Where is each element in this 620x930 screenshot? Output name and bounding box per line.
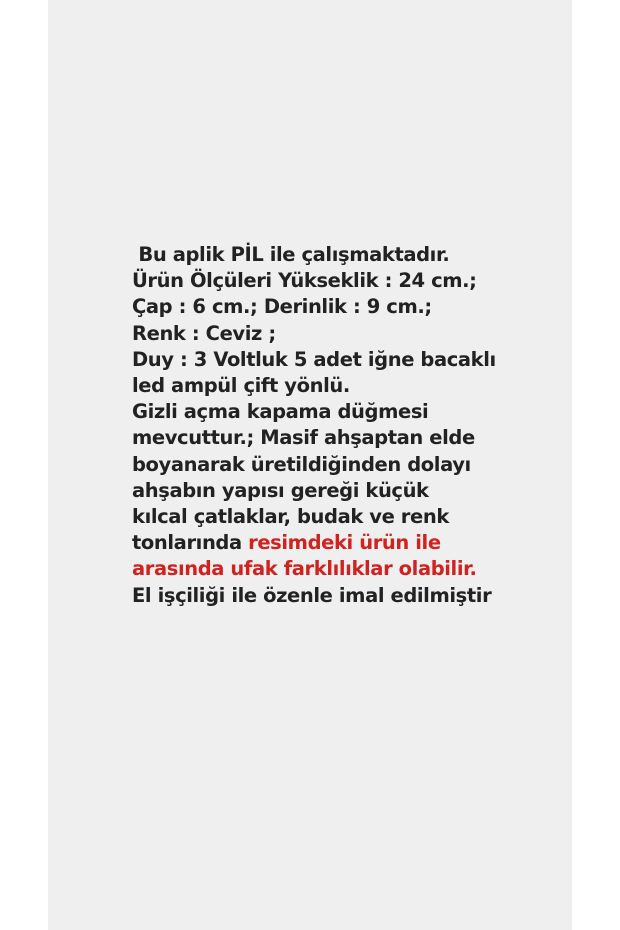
description-text: tonlarında bbox=[132, 531, 249, 555]
description-line: Çap : 6 cm.; Derinlik : 9 cm.; bbox=[132, 295, 432, 319]
description-line: mevcuttur.; Masif ahşaptan elde bbox=[132, 426, 475, 450]
description-line: Bu aplik PİL ile çalışmaktadır. bbox=[132, 243, 450, 266]
description-line: El işçiliği ile özenle imal edilmiştir bbox=[132, 583, 492, 607]
highlighted-warning-text: arasında ufak farklılıklar olabilir. bbox=[132, 557, 477, 581]
description-line: Duy : 3 Voltluk 5 adet iğne bacaklı bbox=[132, 347, 496, 371]
description-line: Renk : Ceviz ; bbox=[132, 321, 276, 345]
description-line bbox=[132, 530, 512, 556]
highlighted-warning-text: resimdeki ürün ile bbox=[248, 531, 441, 555]
description-line: Ürün Ölçüleri Yükseklik : 24 cm.; bbox=[132, 269, 477, 293]
description-line: kılcal çatlaklar, budak ve renk bbox=[132, 505, 449, 529]
product-description bbox=[132, 242, 512, 609]
description-line: Gizli açma kapama düğmesi bbox=[132, 400, 429, 424]
description-line: led ampül çift yönlü. bbox=[132, 374, 350, 398]
description-line: boyanarak üretildiğinden dolayı bbox=[132, 452, 471, 476]
description-line: ahşabın yapısı gereği küçük bbox=[132, 478, 429, 502]
